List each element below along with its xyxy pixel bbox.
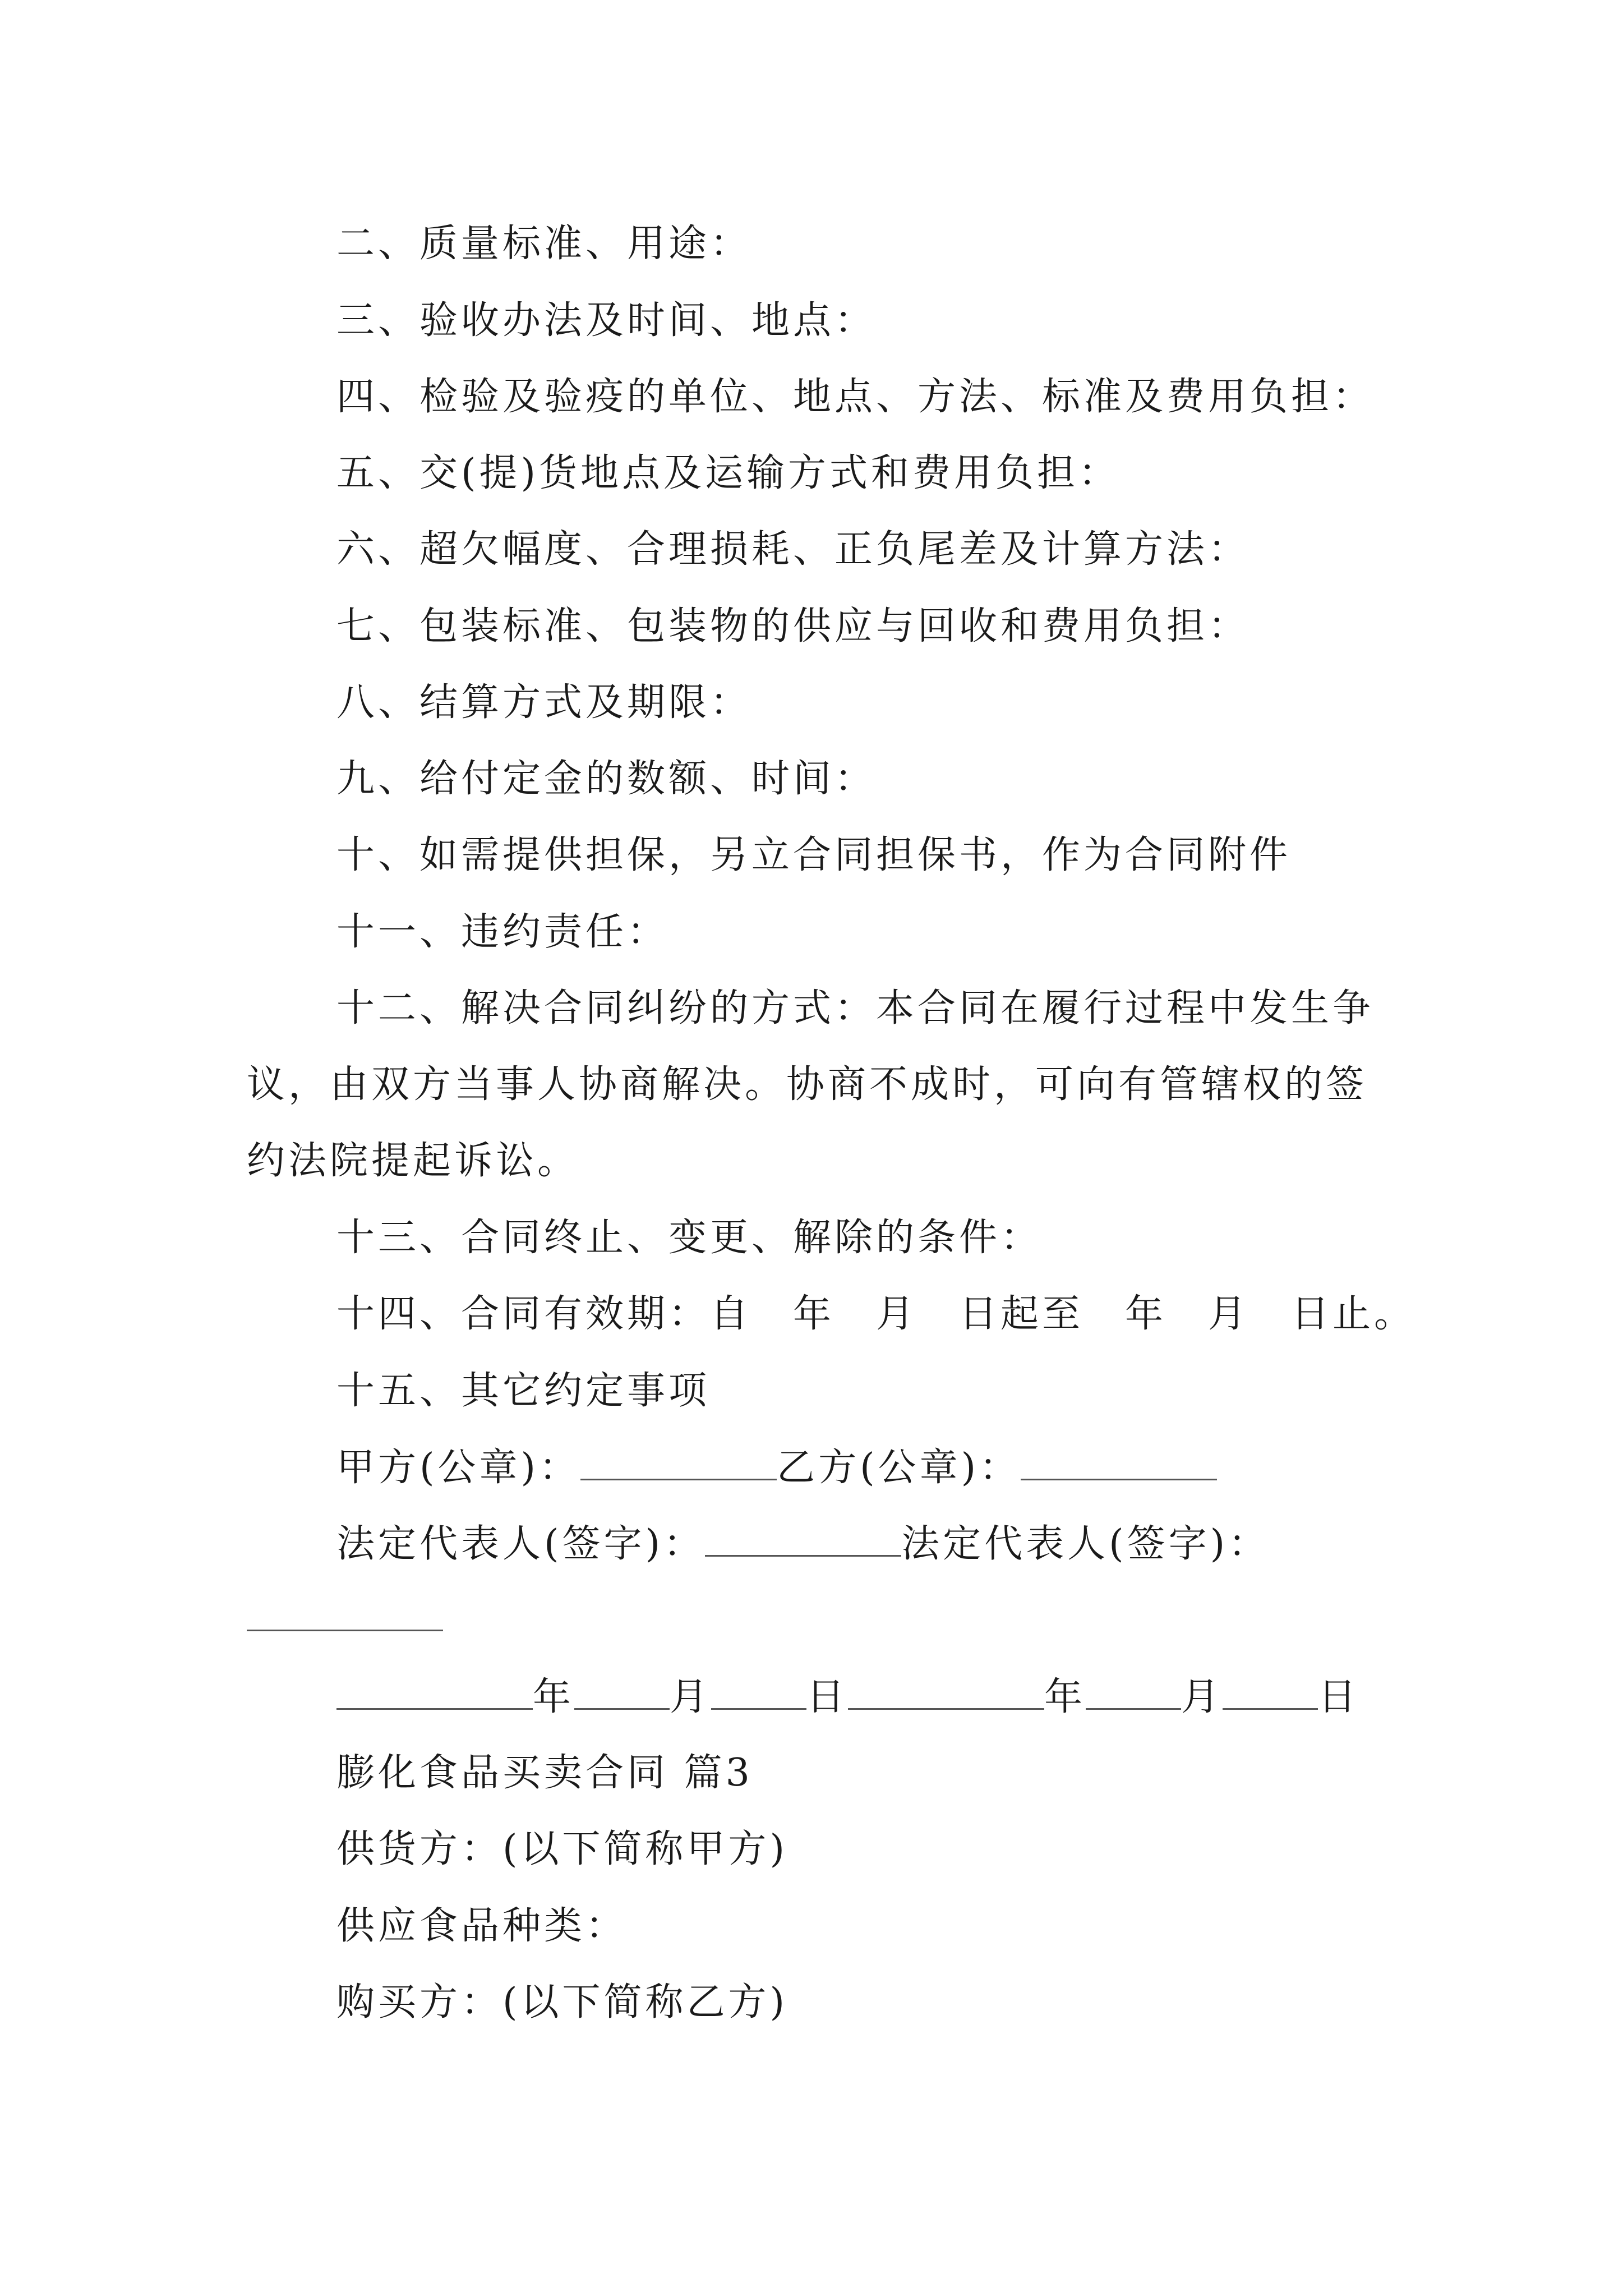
day-b-blank [1223, 1674, 1318, 1710]
clause-11: 十一、违约责任： [336, 910, 669, 954]
rep-b-blank [247, 1630, 443, 1631]
clause-9: 九、给付定金的数额、时间： [336, 757, 877, 801]
supplier-line: 供货方：(以下简称甲方) [336, 1827, 789, 1871]
clause-14: 十四、合同有效期：自 年 月 日起至 年 月 日止。 [336, 1292, 1416, 1336]
party-b-seal-blank [1021, 1445, 1217, 1480]
year-b-blank [848, 1674, 1044, 1710]
day-a-blank [711, 1674, 806, 1710]
month-b-label: 月 [1181, 1675, 1223, 1719]
year-a-blank [336, 1674, 533, 1710]
party-b-seal-label: 乙方(公章)： [777, 1446, 1021, 1490]
clause-8: 八、结算方式及期限： [336, 680, 752, 725]
year-b-label: 年 [1044, 1675, 1086, 1719]
clause-10: 十、如需提供担保，另立合同担保书，作为合同附件 [336, 833, 1292, 877]
buyer-line: 购买方：(以下简称乙方) [336, 1980, 789, 2024]
clause-15: 十五、其它约定事项 [336, 1369, 711, 1413]
clause-2: 二、质量标准、用途： [336, 222, 752, 266]
party-a-seal-label: 甲方(公章)： [336, 1446, 581, 1490]
month-b-blank [1086, 1674, 1181, 1710]
seal-row [336, 1445, 1217, 1490]
rep-a-label: 法定代表人(签字)： [336, 1522, 706, 1566]
date-row [336, 1674, 1359, 1720]
day-a-label: 日 [806, 1675, 849, 1719]
section-title: 膨化食品买卖合同 篇3 [336, 1751, 753, 1795]
food-type-line: 供应食品种类： [336, 1904, 628, 1948]
month-a-blank [574, 1674, 670, 1710]
clause-4: 四、检验及验疫的单位、地点、方法、标准及费用负担： [336, 375, 1375, 419]
year-a-label: 年 [533, 1675, 575, 1719]
rep-a-blank [705, 1521, 901, 1557]
month-a-label: 月 [670, 1675, 712, 1719]
day-b-label: 日 [1318, 1675, 1360, 1719]
clause-7: 七、包装标准、包装物的供应与回收和费用负担： [336, 604, 1250, 648]
clause-3: 三、验收办法及时间、地点： [336, 298, 877, 343]
clause-13: 十三、合同终止、变更、解除的条件： [336, 1216, 1043, 1260]
clause-5: 五、交(提)货地点及运输方式和费用负担： [336, 451, 1121, 495]
party-a-seal-blank [580, 1445, 777, 1480]
representative-row [336, 1521, 1270, 1567]
clause-6: 六、超欠幅度、合理损耗、正负尾差及计算方法： [336, 527, 1250, 572]
rep-b-label: 法定代表人(签字)： [901, 1522, 1270, 1566]
clause-12: 十二、解决合同纠纷的方式：本合同在履行过程中发生争议，由双方当事人协商解决。协商不成时，可向有管辖权的签约法院提起诉讼。 [247, 986, 1375, 1183]
